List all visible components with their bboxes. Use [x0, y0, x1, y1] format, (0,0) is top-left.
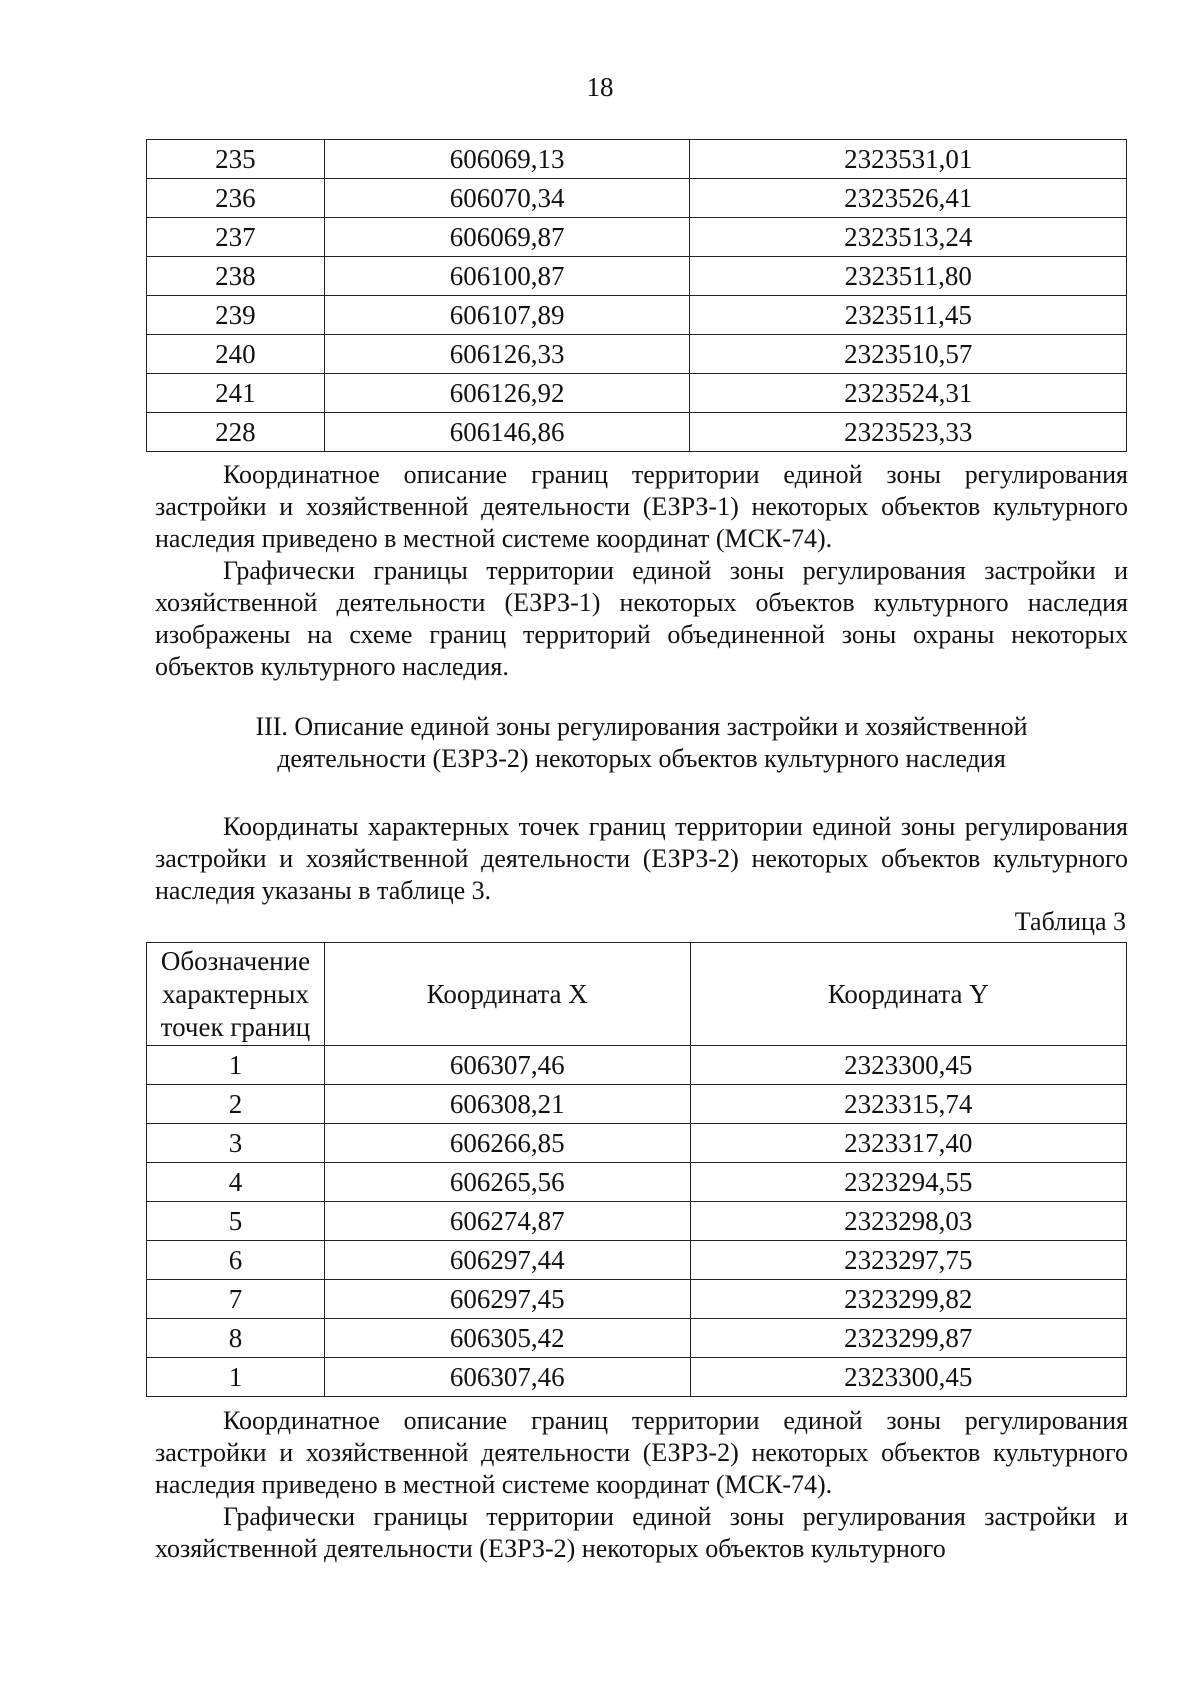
point-number-cell: 5	[147, 1202, 325, 1241]
coordinate-x-cell: 606126,33	[324, 335, 690, 374]
coordinate-x-cell: 606265,56	[324, 1163, 690, 1202]
coordinate-y-cell: 2323299,87	[690, 1319, 1126, 1358]
coordinate-y-cell: 2323511,80	[690, 257, 1127, 296]
coordinate-x-cell: 606307,46	[324, 1046, 690, 1085]
coordinate-x-cell: 606146,86	[324, 413, 690, 452]
coordinate-y-cell: 2323299,82	[690, 1280, 1126, 1319]
point-number-cell: 235	[147, 140, 325, 179]
point-number-cell: 240	[147, 335, 325, 374]
coordinate-y-cell: 2323297,75	[690, 1241, 1126, 1280]
table-row	[147, 1319, 1127, 1358]
table-row	[147, 1241, 1127, 1280]
point-number-cell: 6	[147, 1241, 325, 1280]
page-number: 18	[586, 72, 614, 102]
point-number-cell: 241	[147, 374, 325, 413]
table-row	[147, 1280, 1127, 1319]
table-row	[147, 257, 1127, 296]
coordinate-x-cell: 606069,13	[324, 140, 690, 179]
coordinate-x-cell: 606297,45	[324, 1280, 690, 1319]
coordinate-y-cell: 2323300,45	[690, 1046, 1126, 1085]
coordinate-y-cell: 2323300,45	[690, 1358, 1126, 1397]
point-number-cell: 228	[147, 413, 325, 452]
coordinate-y-cell: 2323298,03	[690, 1202, 1126, 1241]
point-number-cell: 4	[147, 1163, 325, 1202]
coordinate-x-cell: 606266,85	[324, 1124, 690, 1163]
point-number-cell: 2	[147, 1085, 325, 1124]
coordinate-y-cell: 2323510,57	[690, 335, 1127, 374]
coordinate-y-cell: 2323524,31	[690, 374, 1127, 413]
section-heading-line-1: III. Описание единой зоны регулирования застройки и хозяйственной	[255, 712, 1028, 741]
coordinate-x-cell: 606297,44	[324, 1241, 690, 1280]
coordinate-x-cell: 606305,42	[324, 1319, 690, 1358]
header-point-designation: Обозначение характерных точек границ	[147, 943, 325, 1046]
coordinate-y-cell: 2323511,45	[690, 296, 1127, 335]
header-coordinate-y: Координата Y	[690, 943, 1126, 1046]
table-header-row	[147, 943, 1127, 1046]
table-row	[147, 1124, 1127, 1163]
table-caption: Таблица 3	[1014, 907, 1126, 936]
coordinate-y-cell: 2323526,41	[690, 179, 1127, 218]
point-number-cell: 8	[147, 1319, 325, 1358]
table-row	[147, 140, 1127, 179]
paragraph-graphic-boundaries-ezrz2: Графически границы территории единой зоны регулирования застройки и хозяйственной деятельности (ЕЗРЗ-2) некоторых объектов культурного	[155, 1502, 1128, 1563]
coordinate-y-cell: 2323513,24	[690, 218, 1127, 257]
point-number-cell: 7	[147, 1280, 325, 1319]
table-row	[147, 218, 1127, 257]
coordinate-x-cell: 606069,87	[324, 218, 690, 257]
table-body	[147, 1046, 1127, 1397]
table-row	[147, 296, 1127, 335]
point-number-cell: 239	[147, 296, 325, 335]
coordinate-y-cell: 2323294,55	[690, 1163, 1126, 1202]
table-row	[147, 374, 1127, 413]
coordinate-y-cell: 2323523,33	[690, 413, 1127, 452]
table-row	[147, 1085, 1127, 1124]
coordinate-x-cell: 606307,46	[324, 1358, 690, 1397]
table-row	[147, 1046, 1127, 1085]
coordinate-x-cell: 606126,92	[324, 374, 690, 413]
coordinate-y-cell: 2323317,40	[690, 1124, 1126, 1163]
coordinates-table-3	[146, 942, 1127, 1397]
coordinates-table-continued	[146, 139, 1127, 452]
table-row	[147, 179, 1127, 218]
header-coordinate-x: Координата X	[324, 943, 690, 1046]
coordinate-x-cell: 606100,87	[324, 257, 690, 296]
coordinate-y-cell: 2323531,01	[690, 140, 1127, 179]
coordinate-x-cell: 606107,89	[324, 296, 690, 335]
coordinate-x-cell: 606274,87	[324, 1202, 690, 1241]
coordinate-y-cell: 2323315,74	[690, 1085, 1126, 1124]
coordinate-x-cell: 606070,34	[324, 179, 690, 218]
paragraph-graphic-boundaries-ezrz1: Графически границы территории единой зоны регулирования застройки и хозяйственной деятельности (ЕЗРЗ-1) некоторых объектов культурного наследия изображены на схеме границ территорий объединенной зоны охраны некоторых объектов культурного наследия.	[155, 556, 1128, 681]
table-row	[147, 1163, 1127, 1202]
point-number-cell: 236	[147, 179, 325, 218]
table-row	[147, 413, 1127, 452]
table-row	[147, 335, 1127, 374]
point-number-cell: 1	[147, 1046, 325, 1085]
section-heading-line-2: деятельности (ЕЗРЗ-2) некоторых объектов культурного наследия	[277, 744, 1006, 773]
table-row	[147, 1202, 1127, 1241]
paragraph-coordinate-description-ezrz2: Координатное описание границ территории единой зоны регулирования застройки и хозяйственной деятельности (ЕЗРЗ-2) некоторых объектов культурного наследия приведено в местной системе координат (МСК-74).	[155, 1406, 1128, 1499]
coordinate-x-cell: 606308,21	[324, 1085, 690, 1124]
point-number-cell: 1	[147, 1358, 325, 1397]
paragraph-coordinate-description-ezrz1: Координатное описание границ территории единой зоны регулирования застройки и хозяйственной деятельности (ЕЗРЗ-1) некоторых объектов культурного наследия приведено в местной системе координат (МСК-74).	[155, 460, 1128, 553]
point-number-cell: 238	[147, 257, 325, 296]
table-body	[147, 140, 1127, 452]
paragraph-coordinates-intro: Координаты характерных точек границ территории единой зоны регулирования застройки и хозяйственной деятельности (ЕЗРЗ-2) некоторых объектов культурного наследия указаны в таблице 3.	[155, 812, 1128, 905]
table-row	[147, 1358, 1127, 1397]
point-number-cell: 237	[147, 218, 325, 257]
point-number-cell: 3	[147, 1124, 325, 1163]
